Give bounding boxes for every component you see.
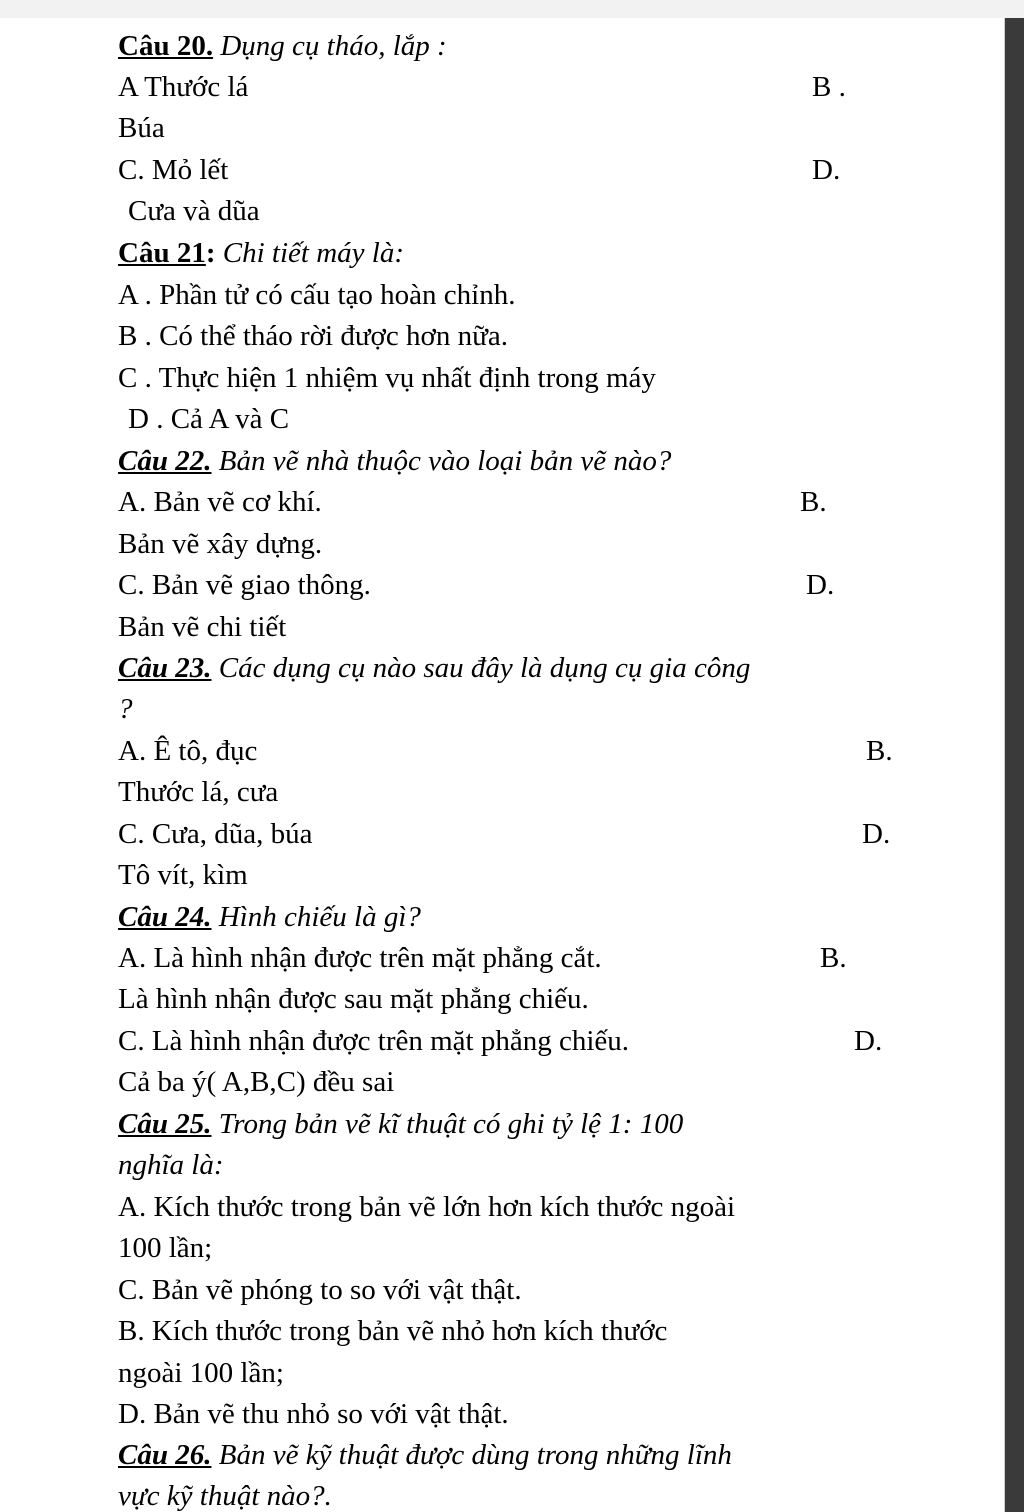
question-25-label: Câu 25. — [118, 1108, 212, 1140]
q25-option-d: D. Bản vẽ thu nhỏ so với vật thật. — [118, 1398, 509, 1430]
q24-option-d-letter: D. — [854, 1025, 883, 1057]
document-page — [0, 18, 1005, 1512]
q25-option-a-line1: A. Kích thước trong bản vẽ lớn hơn kích thước ngoài — [118, 1191, 736, 1223]
q24-option-a: A. Là hình nhận được trên mặt phẳng cắt. — [118, 942, 602, 974]
question-25 — [118, 1106, 683, 1142]
question-21-label: Câu 21 — [118, 237, 206, 269]
question-20-label: Câu 20. — [118, 30, 214, 62]
question-22 — [118, 443, 671, 479]
q20-option-b: Búa — [118, 112, 165, 144]
q20-option-d-letter: D. — [812, 154, 841, 186]
question-23-text: Các dụng cụ nào sau đây là dụng cụ gia công — [211, 652, 751, 684]
q25-option-c: C. Bản vẽ phóng to so với vật thật. — [118, 1274, 522, 1306]
question-21-text: Chi tiết máy là: — [222, 237, 404, 269]
q22-option-c: C. Bản vẽ giao thông. — [118, 569, 371, 601]
q25-option-a-line2: 100 lần; — [118, 1232, 213, 1264]
q23-option-a: A. Ê tô, đục — [118, 735, 258, 767]
q21-option-a: A . Phần tử có cấu tạo hoàn chỉnh. — [118, 279, 516, 311]
question-26-continued: vực kỹ thuật nào?. — [118, 1480, 332, 1512]
question-22-text: Bản vẽ nhà thuộc vào loại bản vẽ nào? — [211, 445, 672, 477]
question-25-continued: nghĩa là: — [118, 1149, 224, 1181]
q25-option-b-line1: B. Kích thước trong bản vẽ nhỏ hơn kích thước — [118, 1315, 668, 1347]
question-20 — [118, 28, 447, 64]
q20-option-c: C. Mỏ lết — [118, 154, 229, 186]
q24-option-b: Là hình nhận được sau mặt phẳng chiếu. — [118, 983, 589, 1015]
top-strip — [0, 0, 1024, 18]
q23-option-d: Tô vít, kìm — [118, 859, 248, 891]
q21-option-c: C . Thực hiện 1 nhiệm vụ nhất định trong máy — [118, 362, 656, 394]
q20-option-b-letter: B . — [812, 71, 846, 103]
q24-option-d: Cả ba ý( A,B,C) đều sai — [118, 1066, 395, 1098]
q21-option-d: D . Cả A và C — [128, 403, 290, 435]
q22-option-d-letter: D. — [806, 569, 835, 601]
q23-option-d-letter: D. — [862, 818, 891, 850]
question-21-colon: : — [205, 237, 223, 269]
q25-option-b-line2: ngoài 100 lần; — [118, 1357, 284, 1389]
question-24-text: Hình chiếu là gì? — [211, 901, 421, 933]
q23-option-b-letter: B. — [866, 735, 893, 767]
question-20-text: Dụng cụ tháo, lắp : — [213, 30, 447, 62]
question-26-text: Bản vẽ kỹ thuật được dùng trong những lĩnh — [211, 1439, 732, 1471]
q24-option-c: C. Là hình nhận được trên mặt phẳng chiếu. — [118, 1025, 630, 1057]
question-24-label: Câu 24. — [118, 901, 212, 933]
question-25-text: Trong bản vẽ kĩ thuật có ghi tỷ lệ 1: 100 — [211, 1108, 684, 1140]
question-24 — [118, 899, 421, 935]
q22-option-b-letter: B. — [800, 486, 827, 518]
q24-option-b-letter: B. — [820, 942, 847, 974]
q20-option-d: Cưa và dũa — [128, 195, 260, 227]
q21-option-b: B . Có thể tháo rời được hơn nữa. — [118, 320, 508, 352]
q22-option-b: Bản vẽ xây dựng. — [118, 528, 323, 560]
q20-option-a: A Thước lá — [118, 71, 249, 103]
question-23-label: Câu 23. — [118, 652, 212, 684]
q22-option-d: Bản vẽ chi tiết — [118, 611, 287, 643]
question-22-label: Câu 22. — [118, 445, 212, 477]
q23-option-c: C. Cưa, dũa, búa — [118, 818, 313, 850]
question-23-continued: ? — [118, 693, 133, 725]
question-23 — [118, 650, 750, 686]
q23-option-b: Thước lá, cưa — [118, 776, 279, 808]
question-26-label: Câu 26. — [118, 1439, 212, 1471]
question-26 — [118, 1437, 732, 1473]
q22-option-a: A. Bản vẽ cơ khí. — [118, 486, 322, 518]
question-21 — [118, 235, 404, 271]
